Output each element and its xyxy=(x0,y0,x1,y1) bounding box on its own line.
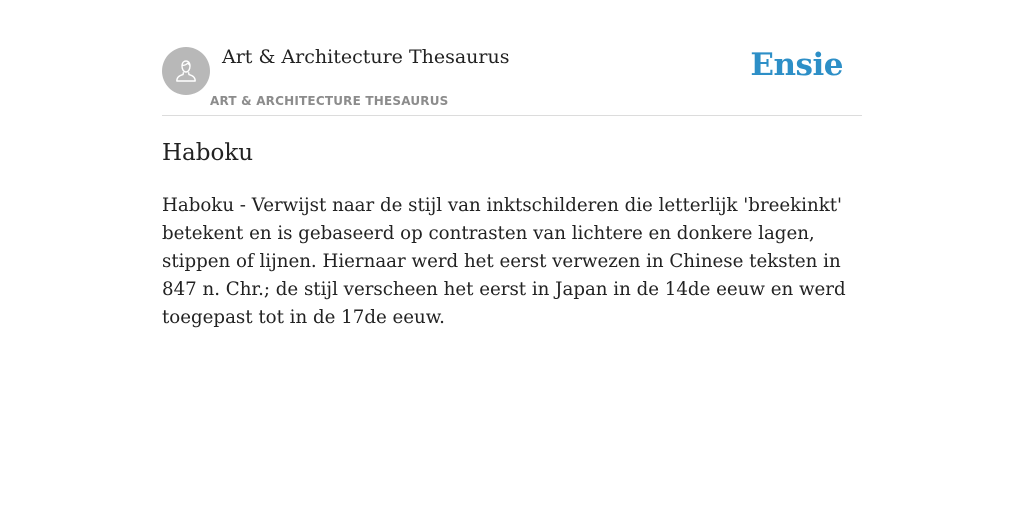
source-title[interactable]: Art & Architecture Thesaurus xyxy=(222,46,510,68)
page-container xyxy=(162,0,862,328)
page-title: Haboku xyxy=(162,140,254,166)
source-header xyxy=(162,0,862,116)
ensie-logo-link[interactable]: Ensie xyxy=(750,47,843,83)
definition-text: Haboku - Verwijst naar de stijl van inktschilderen die letterlijk 'breekinkt' betekent en is gebaseerd op contrasten van lichtere en donkere lagen, stippen of lijnen. Hiernaar werd het eerst verwezen in Chinese teksten in 847 n. Chr.; de stijl verscheen het eerst in Japan in de 14de eeuw en werd toegepast tot in de 17de eeuw. xyxy=(162,195,846,328)
source-subtitle[interactable]: ART & ARCHITECTURE THESAURUS xyxy=(210,94,449,108)
user-silhouette-icon xyxy=(172,57,200,85)
avatar[interactable] xyxy=(162,47,210,95)
